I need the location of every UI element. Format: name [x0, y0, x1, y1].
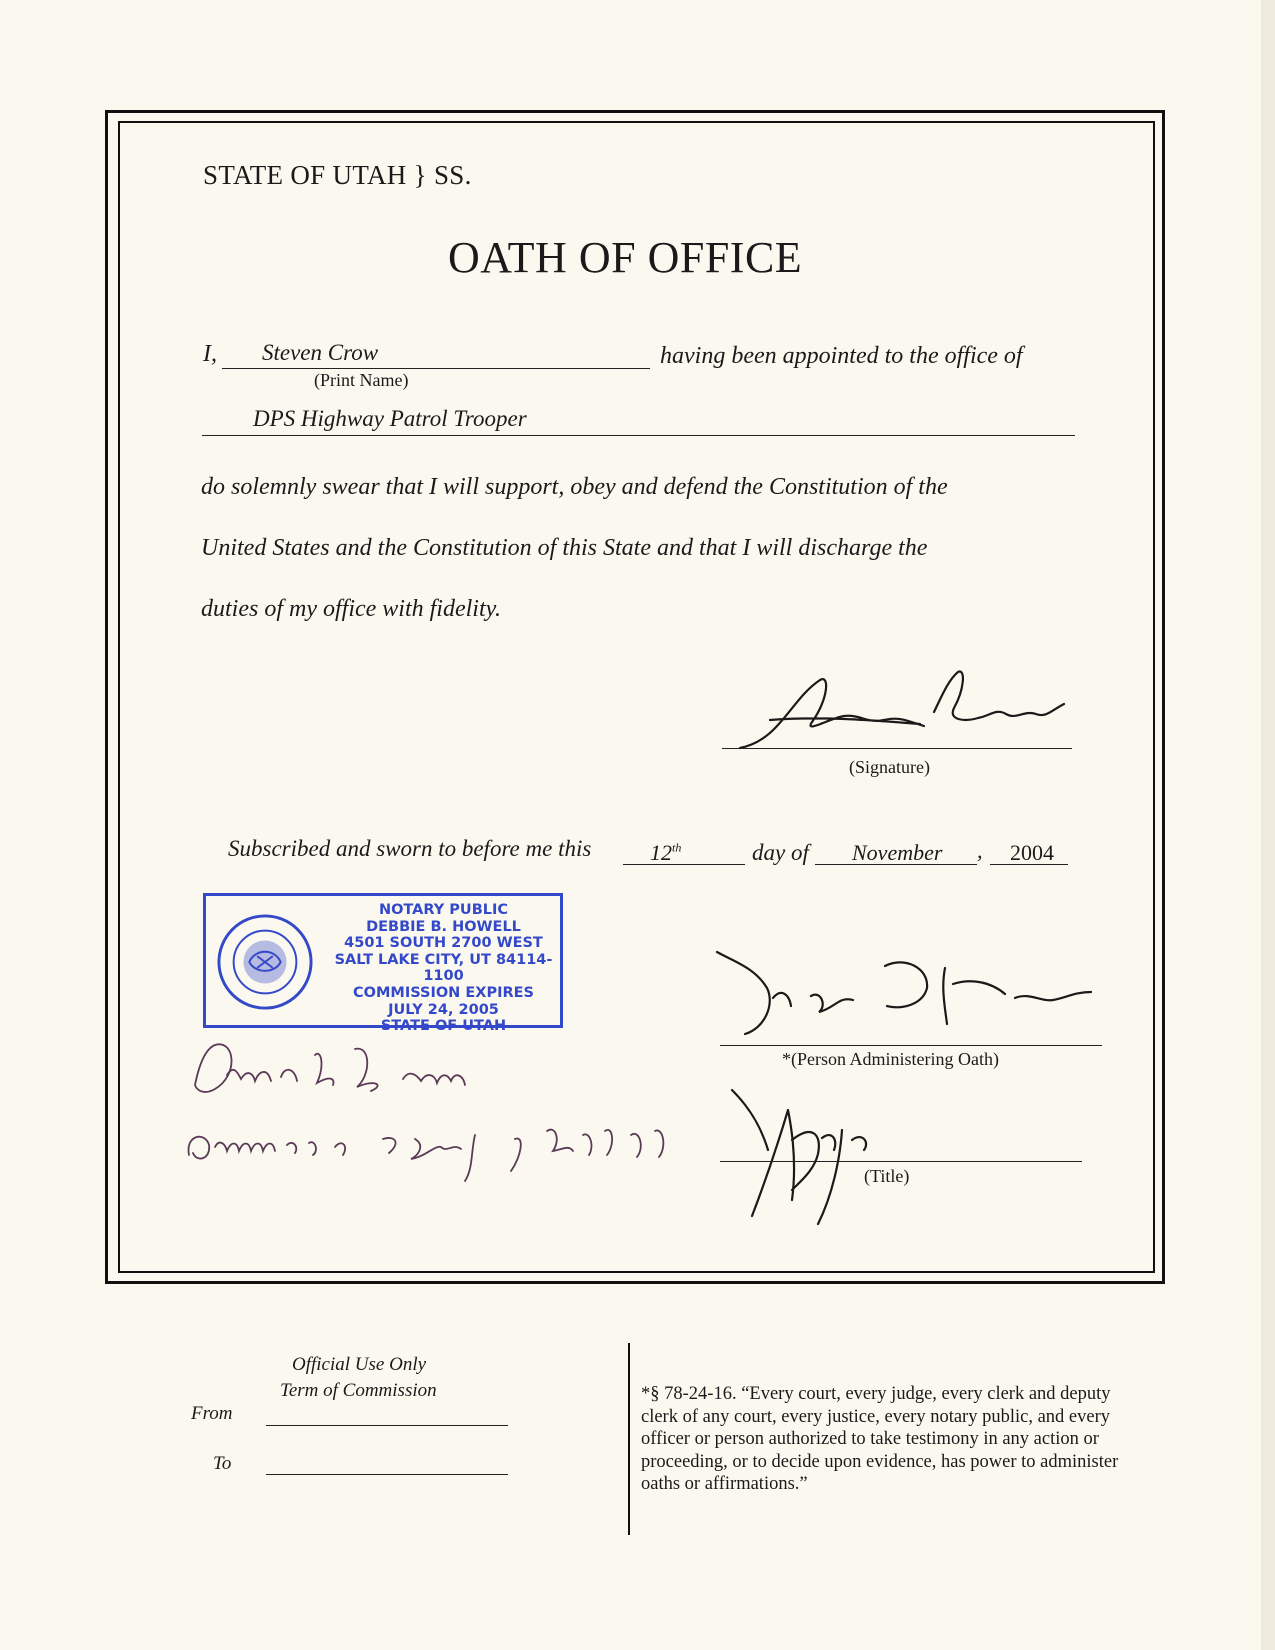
stamp-text-block: [321, 902, 566, 1035]
administering-line: [720, 1045, 1102, 1046]
signature-label: (Signature): [849, 757, 930, 777]
signer-signature-image: [720, 660, 1100, 760]
title-line: [720, 1161, 1082, 1162]
stamp-line: 4501 SOUTH 2700 WEST: [344, 935, 543, 952]
stamp-line: SALT LAKE CITY, UT 84114-1100: [334, 951, 553, 985]
statute-footnote: *§ 78-24-16. “Every court, every judge, every clerk and deputy clerk of any court, every justice, every notary public, and every officer or person authorized to take testimony in any action or proceeding, or to decide upon evidence, has power to administer oaths or affirmations.”: [641, 1384, 1119, 1494]
footer-divider: [628, 1343, 630, 1535]
stamp-line: NOTARY PUBLIC: [378, 902, 509, 918]
office-value: DPS Highway Patrol Trooper: [253, 406, 527, 431]
signature-line: [722, 748, 1072, 749]
official-use-heading: Official Use Only: [292, 1354, 427, 1375]
title-signature-image: [722, 1080, 922, 1230]
stamp-line: DEBBIE B. HOWELL: [366, 918, 521, 935]
title-label: (Title): [864, 1166, 910, 1186]
state-heading: STATE OF UTAH } SS.: [203, 160, 472, 190]
notary-handwriting-image: [175, 1035, 715, 1185]
document-title: OATH OF OFFICE: [448, 233, 803, 282]
appointed-text: having been appointed to the office of: [660, 343, 1023, 369]
print-name-label: (Print Name): [314, 370, 409, 390]
state-seal-icon: [216, 913, 314, 1011]
from-label: From: [191, 1403, 233, 1424]
name-value: Steven Crow: [262, 340, 379, 365]
office-line: [202, 435, 1075, 436]
intro-prefix: I,: [203, 341, 217, 367]
day-suffix: th: [672, 840, 682, 855]
stamp-line: STATE OF UTAH: [380, 1018, 507, 1035]
to-label: To: [213, 1453, 232, 1474]
term-heading: Term of Commission: [280, 1380, 437, 1401]
month-value: November: [852, 840, 943, 865]
day-of-label: day of: [752, 840, 809, 865]
from-field[interactable]: [266, 1425, 508, 1426]
administrator-signature-image: [715, 948, 1115, 1038]
year-value: 2004: [1010, 840, 1054, 865]
notary-stamp: [203, 893, 563, 1035]
oath-line-3: duties of my office with fidelity.: [201, 596, 501, 622]
signer-signature-text: Steven Crow: [720, 660, 726, 661]
stamp-line: COMMISSION EXPIRES: [353, 984, 534, 1001]
day-line: [623, 864, 745, 865]
oath-line-2: United States and the Constitution of this State and that I will discharge the: [201, 535, 928, 561]
sworn-prefix: Subscribed and sworn to before me this: [228, 836, 592, 861]
oath-line-1: do solemnly swear that I will support, obey and defend the Constitution of the: [201, 474, 948, 500]
name-line: [222, 368, 650, 369]
page-edge: [1261, 0, 1275, 1650]
to-field[interactable]: [266, 1474, 508, 1475]
stamp-line: JULY 24, 2005: [388, 1001, 499, 1018]
comma: ,: [977, 838, 983, 863]
administering-label: *(Person Administering Oath): [782, 1049, 999, 1069]
day-value: 12th: [650, 840, 682, 865]
